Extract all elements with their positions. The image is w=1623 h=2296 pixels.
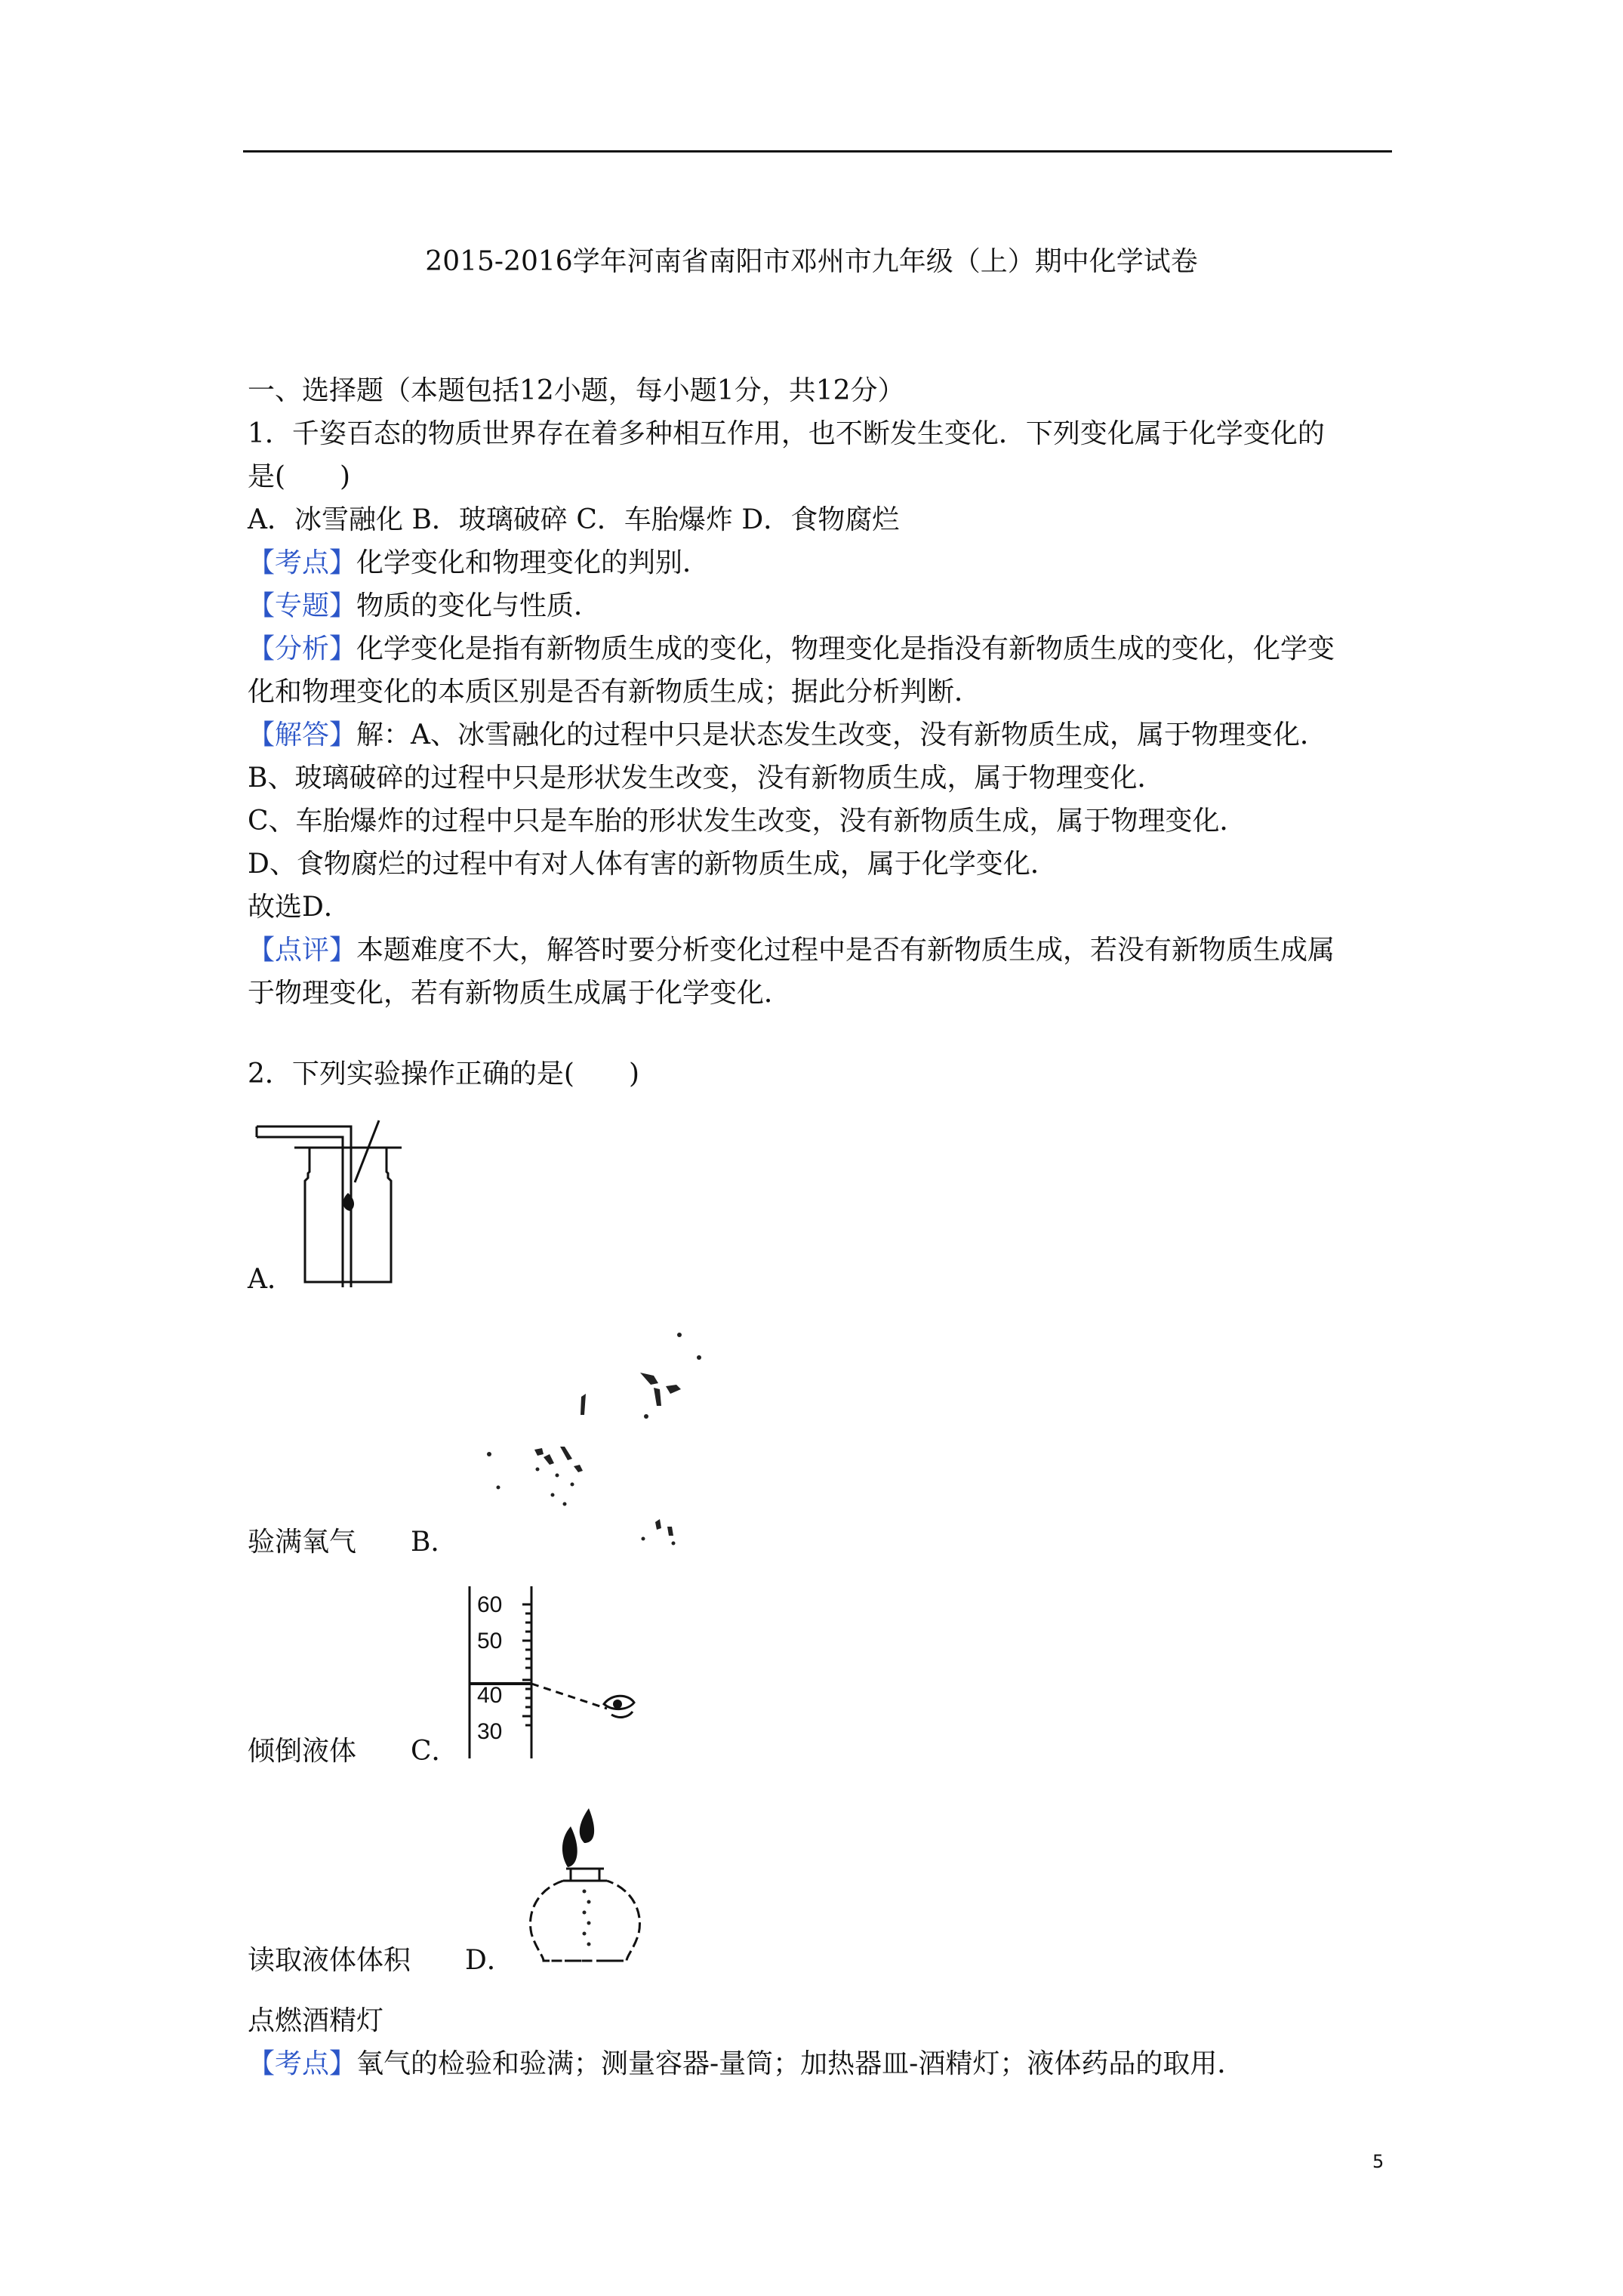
jieda-text: 解：A、冰雪融化的过程中只是状态发生改变，没有新物质生成，属于物理变化． [356, 720, 1328, 750]
q2-line-b: 验满氧气 B． [248, 1527, 458, 1558]
q1-answer: 故选D． [248, 892, 351, 923]
header-rule [243, 150, 1392, 153]
q2-label-a: A． [248, 1264, 294, 1295]
q1-jieda-line4: D、食物腐烂的过程中有对人体有害的新物质生成，属于化学变化． [248, 849, 1058, 880]
q1-dianping-line1 [248, 932, 1335, 969]
figure-graduated-cylinder [453, 1582, 649, 1763]
figure-pouring-liquid [468, 1314, 725, 1555]
q1-stem-line1: 1．千姿百态的物质世界存在着多种相互作用，也不断发生变化．下列变化属于化学变化的 [248, 418, 1325, 449]
kaodian-tag: 【考点】 [248, 547, 357, 578]
q2-stem: 2．下列实验操作正确的是( ) [248, 1059, 639, 1089]
cylinder-tick-labels [477, 1592, 502, 1744]
section-heading: 一、选择题（本题包括12小题，每小题1分，共12分） [248, 375, 905, 406]
q1-options: A．冰雪融化 B．玻璃破碎 C．车胎爆炸 D．食物腐烂 [248, 504, 900, 535]
dianping-tag: 【点评】 [248, 935, 357, 966]
q1-jieda-line3: C、车胎爆炸的过程中只是车胎的形状发生改变，没有新物质生成，属于物理变化． [248, 806, 1247, 837]
fenxi-tag: 【分析】 [248, 633, 357, 664]
cylinder-tick-label: 40 [477, 1683, 503, 1708]
page-number: 5 [1372, 2151, 1384, 2172]
q1-fenxi-line2: 化和物理变化的本质区别是否有新物质生成；据此分析判断． [248, 676, 982, 707]
kaodian-tag: 【考点】 [248, 2048, 357, 2079]
cylinder-tick-label: 50 [477, 1629, 503, 1653]
q1-fenxi-line1 [248, 630, 1335, 668]
q1-jieda-line1 [248, 717, 1327, 754]
exam-title: 2015-2016学年河南省南阳市邓州市九年级（上）期中化学试卷 [425, 246, 1198, 277]
q1-stem-line2: 是( ) [248, 461, 351, 492]
figure-alcohol-lamp [521, 1801, 649, 1974]
zhuanti-text: 物质的变化与性质． [356, 590, 602, 621]
q2-line-c: 倾倒液体 C． [248, 1736, 459, 1767]
cylinder-tick-label: 60 [477, 1592, 503, 1617]
q1-jieda-line2: B、玻璃破碎的过程中只是形状发生改变，没有新物质生成，属于物理变化． [248, 763, 1165, 794]
kaodian-text: 化学变化和物理变化的判别． [356, 547, 710, 578]
q1-kaodian [248, 544, 710, 582]
zhuanti-tag: 【专题】 [248, 590, 357, 621]
q2-line-d: 读取液体体积 D． [248, 1945, 514, 1976]
q1-dianping-line2: 于物理变化，若有新物质生成属于化学变化． [248, 978, 792, 1009]
dianping-text: 本题难度不大，解答时要分析变化过程中是否有新物质生成，若没有新物质生成属 [356, 935, 1335, 966]
jieda-tag: 【解答】 [248, 720, 357, 750]
fenxi-text: 化学变化是指有新物质生成的变化，物理变化是指没有新物质生成的变化，化学变 [356, 633, 1335, 664]
q2-line-end: 点燃酒精灯 [248, 2005, 384, 2036]
cylinder-tick-label: 30 [477, 1719, 503, 1744]
q1-zhuanti [248, 587, 601, 625]
kaodian-text: 氧气的检验和验满；测量容器-量筒；加热器皿-酒精灯；液体药品的取用． [356, 2048, 1245, 2079]
q2-kaodian [248, 2045, 1244, 2083]
